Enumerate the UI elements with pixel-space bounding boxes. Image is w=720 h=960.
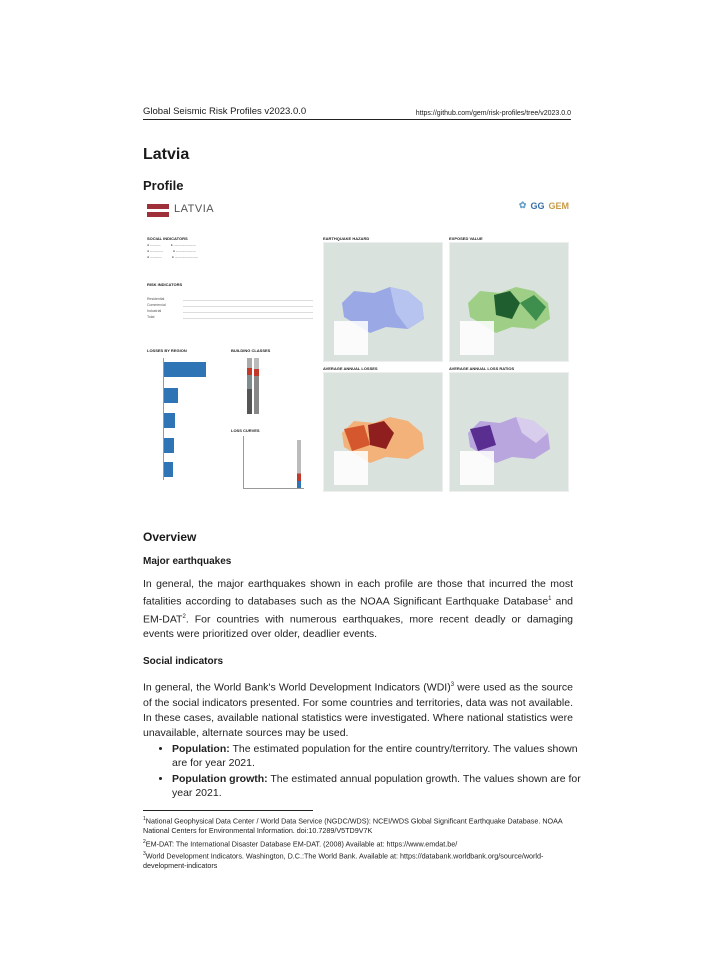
leaf-logo-icon: ✿ (518, 200, 527, 210)
gem-logo: GEM (548, 200, 569, 211)
exposed-value-map (449, 242, 569, 362)
footnote-1: $^1$National Geophysical Data Center / World Data Service (NGDC/WDS): NCEI/WDS Global Significant Earthquake Database. NOAA National Centers for Environmental Information. doi:10.7289/V5TD9V7K (143, 816, 563, 836)
region-bar (164, 362, 206, 377)
footnote-rule (143, 810, 313, 811)
average-annual-loss-ratios-map (449, 372, 569, 492)
indicator-list (158, 742, 586, 802)
latvia-flag-icon (147, 204, 169, 217)
footnote-3: $^3$World Development Indicators. Washington, D.C.:The World Bank. Available at: https://databank.worldbank.org/source/world-development-indicators (143, 851, 544, 871)
header-title: Global Seismic Risk Profiles v2023.0.0 (143, 106, 307, 117)
social-indicators-paragraph: In general, the World Bank's World Development Indicators (WDI)$^3$ were used as the source of the social indicators presented. For some countries and territories, data was not available. In these cases, available national statistics were investigated. Where national statistics were unavailable, alternate sources may be used. (143, 681, 573, 739)
social-indicators-heading: Social indicators (143, 656, 224, 667)
risk-indicators-label: RISK INDICATORS (147, 282, 183, 287)
risk-row: Commercial (147, 303, 166, 307)
average-annual-losses-map (323, 372, 443, 492)
earthquake-hazard-map (323, 242, 443, 362)
average-annual-loss-ratios-label: AVERAGE ANNUAL LOSS RATIOS (449, 366, 515, 371)
header-url[interactable]: https://github.com/gem/risk-profiles/tree/v2023.0.0 (415, 110, 571, 117)
major-earthquakes-paragraph: In general, the major earthquakes shown in each profile are those that incurred the most fatalities according to databases such as the NOAA Significant Earthquake Database$^1$ and EM-DAT$^2$. For countries with numerous earthquakes, more recent deadly or damaging events were prioritized over older, deadlier events. (143, 578, 573, 640)
region-bar (164, 388, 178, 403)
risk-row: Industrial (147, 309, 162, 313)
risk-row: Total (147, 315, 155, 319)
gg-logo: GG (530, 200, 545, 211)
region-bar (164, 438, 174, 453)
list-item: • Population: The estimated population for the entire country/territory. The values shown are for year 2021. (172, 742, 586, 770)
overview-heading: Overview (143, 530, 197, 544)
logo-group (519, 200, 569, 211)
loss-curve-plot (243, 436, 304, 489)
list-item: • Population growth: The estimated annual population growth. The values shown are for year 2021. (172, 772, 586, 800)
exposed-value-label: EXPOSED VALUE (449, 236, 483, 241)
page-title: Latvia (143, 146, 190, 163)
running-header (143, 103, 571, 120)
social-indicators-values: ● --------- ● ------------------- ● ----------- ● ----------------- ● ---------- ● -------------------- (147, 243, 199, 259)
major-earthquakes-heading: Major earthquakes (143, 556, 232, 567)
risk-row: Residential (147, 297, 165, 301)
building-class-bar (247, 358, 252, 414)
footnote-2: $^2$EM-DAT: The International Disaster Database EM-DAT. (2008) Available at: https://www.emdat.be/ (143, 839, 458, 849)
social-indicators-label: SOCIAL INDICATORS (147, 236, 188, 241)
region-bar (164, 413, 175, 428)
building-classes-label: BUILDING CLASSES (231, 348, 271, 353)
profile-figure (143, 196, 571, 496)
loss-by-region-label: LOSSES BY REGION (147, 348, 187, 353)
region-bar (164, 462, 173, 477)
average-annual-losses-label: AVERAGE ANNUAL LOSSES (323, 366, 378, 371)
building-class-bar (254, 358, 259, 414)
earthquake-hazard-label: EARTHQUAKE HAZARD (323, 236, 370, 241)
loss-curves-label: LOSS CURVES (231, 428, 260, 433)
profile-heading: Profile (143, 178, 184, 193)
figure-country-name: LATVIA (174, 203, 215, 215)
